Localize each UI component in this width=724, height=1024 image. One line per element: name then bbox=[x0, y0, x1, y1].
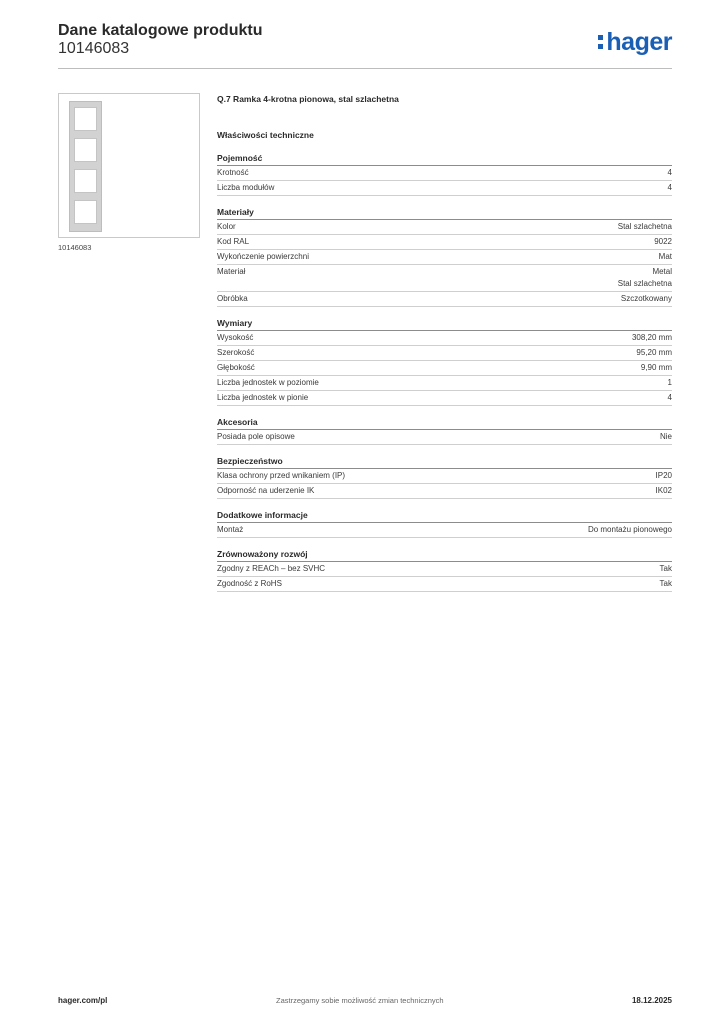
spec-value-line: 4 bbox=[667, 168, 672, 177]
product-details bbox=[217, 92, 672, 592]
spec-section bbox=[217, 150, 672, 196]
frame-opening bbox=[74, 200, 97, 224]
product-image bbox=[58, 93, 200, 238]
spec-section bbox=[217, 453, 672, 499]
spec-value bbox=[668, 182, 672, 194]
spec-value bbox=[618, 221, 672, 233]
spec-value bbox=[660, 578, 672, 590]
spec-label: Liczba modułów bbox=[217, 183, 275, 192]
spec-value-line: 4 bbox=[667, 393, 672, 402]
spec-row bbox=[217, 430, 672, 445]
spec-section bbox=[217, 204, 672, 307]
spec-section bbox=[217, 546, 672, 592]
spec-row bbox=[217, 523, 672, 538]
properties-title: Właściwości techniczne bbox=[217, 130, 314, 140]
document-title: Dane katalogowe produktu bbox=[58, 22, 263, 39]
spec-value bbox=[659, 251, 672, 263]
spec-row bbox=[217, 484, 672, 499]
spec-value-line: Tak bbox=[659, 579, 672, 588]
section-heading: Akcesoria bbox=[217, 414, 672, 430]
spec-value bbox=[668, 377, 672, 389]
header-divider bbox=[58, 68, 672, 69]
spec-label: Obróbka bbox=[217, 294, 248, 303]
spec-value-line: Tak bbox=[659, 564, 672, 573]
spec-row bbox=[217, 376, 672, 391]
spec-value-line: Nie bbox=[659, 432, 672, 441]
section-heading: Wymiary bbox=[217, 315, 672, 331]
spec-label: Krotność bbox=[217, 168, 249, 177]
section-heading: Materiały bbox=[217, 204, 672, 220]
spec-row bbox=[217, 577, 672, 592]
spec-value-line: Metal bbox=[652, 267, 672, 276]
product-number: 10146083 bbox=[58, 40, 130, 57]
spec-row bbox=[217, 250, 672, 265]
spec-label: Materiał bbox=[217, 267, 246, 276]
spec-value bbox=[668, 392, 672, 404]
spec-label: Montaż bbox=[217, 525, 244, 534]
footer-website[interactable]: hager.com/pl bbox=[58, 996, 108, 1005]
spec-row bbox=[217, 166, 672, 181]
spec-value bbox=[668, 167, 672, 179]
spec-label: Zgodny z REACh – bez SVHC bbox=[217, 564, 326, 573]
section-heading: Zrównoważony rozwój bbox=[217, 546, 672, 562]
spec-row bbox=[217, 562, 672, 577]
spec-row bbox=[217, 292, 672, 307]
spec-row bbox=[217, 220, 672, 235]
section-heading: Pojemność bbox=[217, 150, 672, 166]
spec-value bbox=[621, 293, 672, 305]
spec-value bbox=[632, 332, 672, 344]
spec-label: Kolor bbox=[217, 222, 236, 231]
spec-value bbox=[618, 266, 672, 290]
section-heading: Bezpieczeństwo bbox=[217, 453, 672, 469]
spec-label: Szerokość bbox=[217, 348, 255, 357]
spec-row bbox=[217, 265, 672, 292]
spec-value bbox=[654, 236, 672, 248]
spec-value-line: IP20 bbox=[655, 471, 672, 480]
spec-label: Zgodność z RoHS bbox=[217, 579, 282, 588]
logo-dots-icon bbox=[598, 34, 605, 51]
spec-row bbox=[217, 235, 672, 250]
spec-value bbox=[660, 431, 672, 443]
spec-row bbox=[217, 331, 672, 346]
spec-sections bbox=[217, 150, 672, 592]
spec-label: Głębokość bbox=[217, 363, 255, 372]
spec-value-line: Do montażu pionowego bbox=[587, 525, 672, 534]
spec-row bbox=[217, 361, 672, 376]
spec-value bbox=[588, 524, 672, 536]
frame-opening bbox=[74, 138, 97, 162]
spec-label: Liczba jednostek w poziomie bbox=[217, 378, 319, 387]
spec-value bbox=[656, 485, 672, 497]
frame-opening bbox=[74, 169, 97, 193]
spec-section bbox=[217, 414, 672, 445]
spec-value-line: Stal szlachetna bbox=[617, 222, 672, 231]
spec-row bbox=[217, 346, 672, 361]
frame-opening bbox=[74, 107, 97, 131]
spec-label: Kod RAL bbox=[217, 237, 250, 246]
footer-date: 18.12.2025 bbox=[631, 996, 672, 1005]
spec-label: Odporność na uderzenie IK bbox=[217, 486, 315, 495]
frame-4-gang-icon bbox=[69, 101, 102, 232]
spec-label: Posiada pole opisowe bbox=[217, 432, 295, 441]
spec-label: Liczba jednostek w pionie bbox=[217, 393, 309, 402]
spec-value-line: 1 bbox=[667, 378, 672, 387]
product-title: Q.7 Ramka 4-krotna pionowa, stal szlachetna bbox=[217, 94, 399, 104]
spec-label: Wykończenie powierzchni bbox=[217, 252, 309, 261]
spec-row bbox=[217, 391, 672, 406]
spec-value-line: 95,20 mm bbox=[636, 348, 672, 357]
spec-value bbox=[660, 563, 672, 575]
spec-value-line: Szczotkowany bbox=[620, 294, 672, 303]
spec-section bbox=[217, 315, 672, 406]
spec-row bbox=[217, 469, 672, 484]
spec-label: Klasa ochrony przed wnikaniem (IP) bbox=[217, 471, 346, 480]
spec-value-line: 9,90 mm bbox=[640, 363, 672, 372]
spec-value-line: 308,20 mm bbox=[631, 333, 672, 342]
spec-row bbox=[217, 181, 672, 196]
page-header bbox=[58, 22, 672, 70]
spec-value-line: Mat bbox=[658, 252, 672, 261]
spec-value-line: Stal szlachetna bbox=[617, 279, 672, 288]
logo-text: hager bbox=[606, 28, 672, 56]
section-heading: Dodatkowe informacje bbox=[217, 507, 672, 523]
spec-value bbox=[641, 362, 672, 374]
spec-section bbox=[217, 507, 672, 538]
spec-value-line: IK02 bbox=[655, 486, 672, 495]
spec-value-line: 9022 bbox=[654, 237, 672, 246]
hager-logo bbox=[598, 28, 672, 56]
spec-label: Wysokość bbox=[217, 333, 254, 342]
spec-value bbox=[656, 470, 672, 482]
spec-value bbox=[636, 347, 672, 359]
image-caption: 10146083 bbox=[58, 243, 92, 252]
footer-disclaimer: Zastrzegamy sobie możliwość zmian technicznych bbox=[276, 996, 444, 1005]
spec-value-line: 4 bbox=[667, 183, 672, 192]
